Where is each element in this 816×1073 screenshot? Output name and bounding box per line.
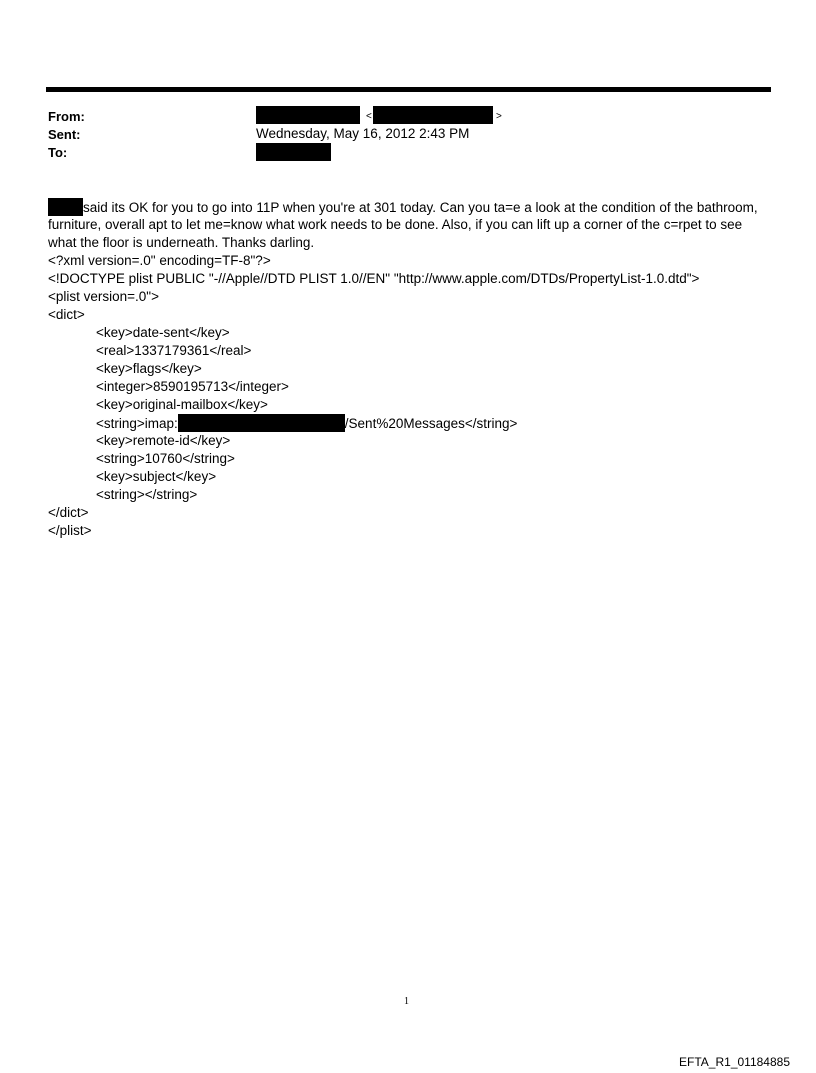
message-line-1 (48, 198, 773, 216)
from-close-angle: > (496, 111, 502, 122)
from-open-angle: < (366, 111, 372, 122)
plist-entry: <key>remote-id</key> (96, 433, 231, 448)
sent-label: Sent: (48, 127, 81, 142)
plist-entry: <key>subject</key> (96, 469, 217, 484)
dict-close: </dict> (48, 505, 89, 520)
from-label: From: (48, 109, 85, 124)
mailbox-suffix: /Sent%20Messages</string> (344, 416, 518, 431)
sent-value: Wednesday, May 16, 2012 2:43 PM (256, 126, 470, 141)
message-text: said its OK for you to go into 11P when you're at 301 today. Can you ta=e a look at the condition of the bathroom, (83, 200, 758, 215)
message-body (48, 198, 773, 540)
plist-entry: <real>1337179361</real> (96, 343, 252, 358)
plist-open: <plist version=.0"> (48, 289, 159, 304)
message-line-3: what the floor is underneath. Thanks darling. (48, 235, 315, 250)
header-divider (46, 87, 771, 92)
from-email-redaction (373, 106, 493, 124)
mailbox-redaction (178, 414, 345, 432)
plist-entry: <key>flags</key> (96, 361, 202, 376)
document-id: EFTA_R1_01184885 (679, 1055, 790, 1069)
mailbox-prefix: <string>imap: (96, 416, 178, 431)
mailbox-line (48, 414, 773, 432)
plist-entry: <key>original-mailbox</key> (96, 397, 268, 412)
plist-entry: <string>10760</string> (96, 451, 235, 466)
doctype-line: <!DOCTYPE plist PUBLIC "-//Apple//DTD PLIST 1.0//EN" "http://www.apple.com/DTDs/PropertyList-1.0.dtd"> (48, 271, 700, 286)
from-name-redaction (256, 106, 360, 124)
message-line-2: furniture, overall apt to let me=know what work needs to be done. Also, if you can lift up a corner of the c=rpet to see (48, 217, 743, 232)
plist-close: </plist> (48, 523, 92, 538)
plist-entry: <string></string> (96, 487, 198, 502)
dict-open: <dict> (48, 307, 85, 322)
to-redaction (256, 143, 331, 161)
plist-entry: <integer>8590195713</integer> (96, 379, 289, 394)
page-number: 1 (404, 996, 409, 1007)
xml-declaration: <?xml version=.0" encoding=TF-8"?> (48, 253, 271, 268)
sender-name-redaction (48, 198, 83, 216)
to-label: To: (48, 145, 68, 160)
plist-entry: <key>date-sent</key> (96, 325, 230, 340)
